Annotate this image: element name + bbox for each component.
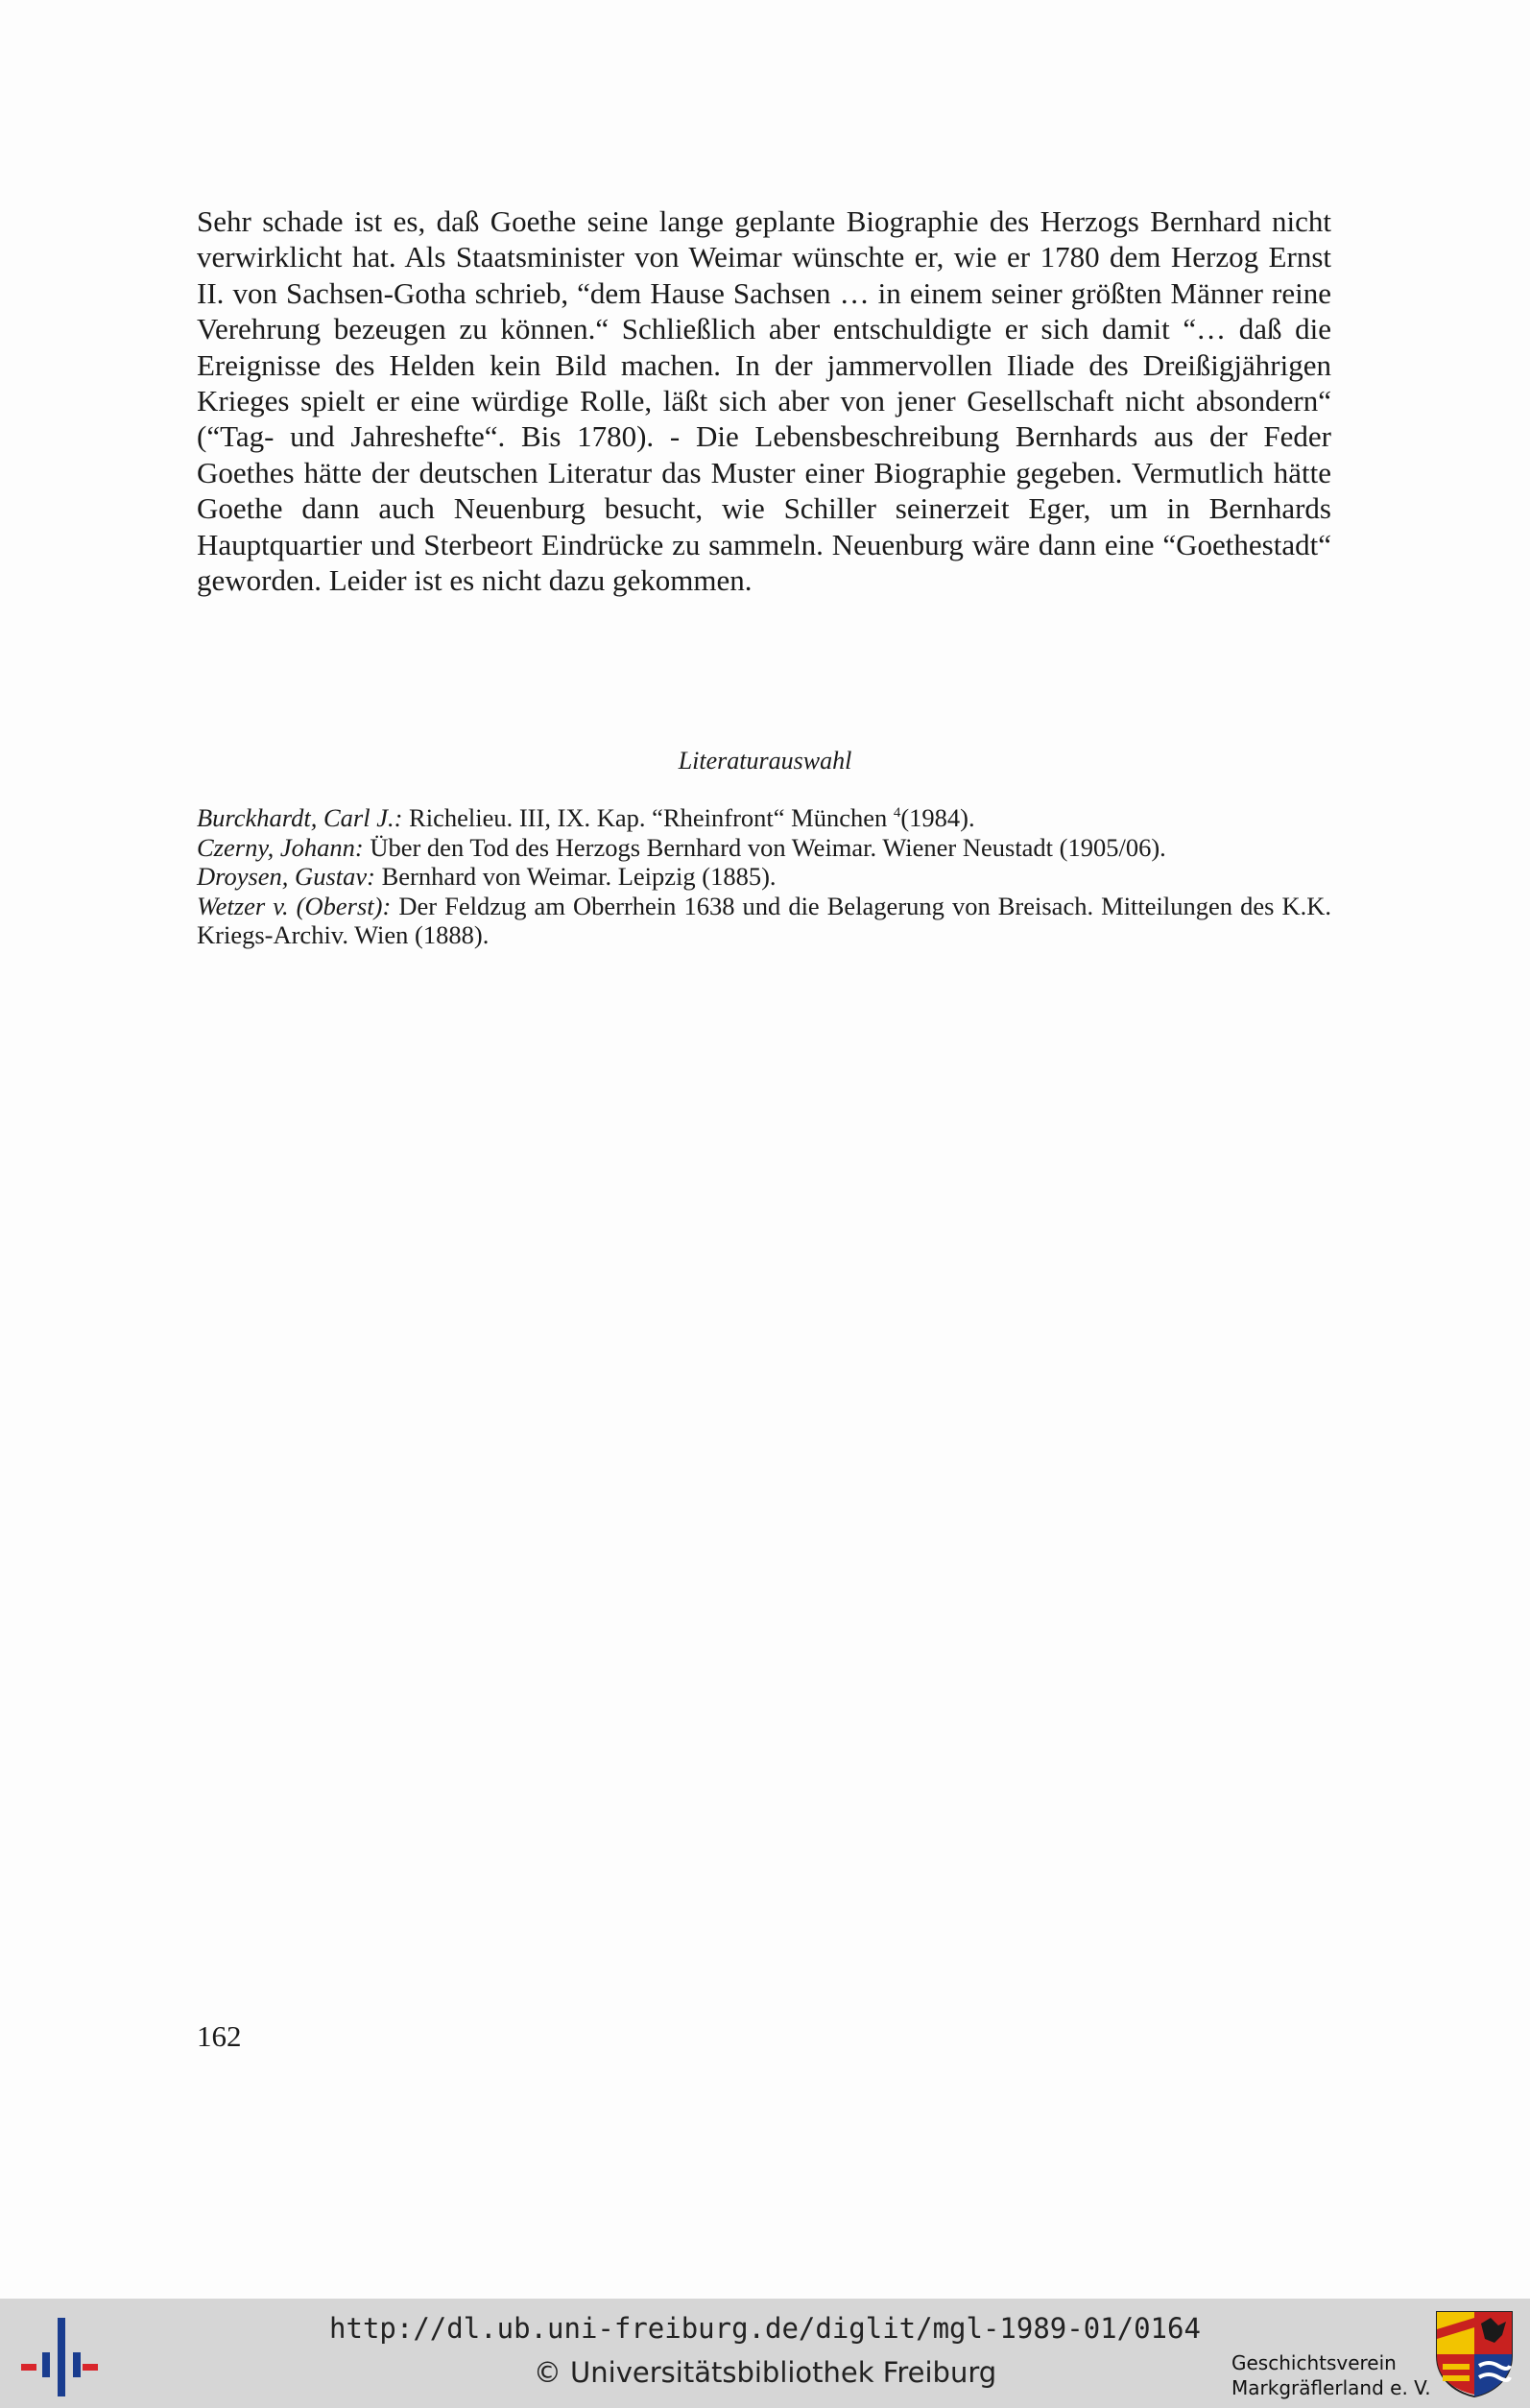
footer-bar <box>0 2299 1530 2408</box>
reference-author: Czerny, Johann: <box>197 832 364 862</box>
body-paragraph: Sehr schade ist es, daß Goethe seine lange geplante Biographie des Herzogs Bernhard nicht verwirklicht hat. Als Staatsminister von Weimar wünschte er, wie er 1780 dem Herzog Ernst II. von Sachsen-Gotha schrieb, “dem Hause Sachsen … in einem seiner größten Männer reine Verehrung bezeugen zu können.“ Schließlich aber entschuldigte er sich damit “… daß die Ereignisse des Helden kein Bild machen. In der jammervollen Iliade des Dreißigjährigen Krieges spielt er eine würdige Rolle, läßt sich aber von jener Gesellschaft nicht absondern“ (“Tag- und Jahreshefte“. Bis 1780). - Die Lebensbeschreibung Bernhards aus der Feder Goethes hätte der deutschen Literatur das Muster einer Biographie gegeben. Vermutlich hätte Goethe dann auch Neuenburg besucht, wie Schiller seinerzeit Eger, um in Bernhards Hauptquartier und Sterbeort Eindrücke zu sammeln. Neuenburg wäre dann eine “Goethestadt“ geworden. Leider ist es nicht dazu gekommen. <box>197 204 1331 598</box>
reference-author: Burckhardt, Carl J.: <box>197 803 403 832</box>
reference-item <box>197 833 1331 863</box>
reference-text: Richelieu. III, IX. Kap. “Rheinfront“ München <box>402 803 894 832</box>
reference-item <box>197 892 1331 950</box>
page-number: 162 <box>197 2019 242 2053</box>
reference-tail: (1984). <box>900 803 975 832</box>
copyright-notice: © Universitätsbibliothek Freiburg <box>533 2356 997 2389</box>
document-url-link[interactable]: http://dl.ub.uni-freiburg.de/diglit/mgl-1989-01/0164 <box>329 2312 1201 2345</box>
coat-of-arms-icon <box>1435 2310 1514 2398</box>
bibliography-heading: Literaturauswahl <box>678 747 852 775</box>
edition-superscript: 4 <box>893 805 901 821</box>
reference-text: Der Feldzug am Oberrhein 1638 und die Belagerung von Breisach. Mitteilungen des K.K. Kriegs-Archiv. Wien (1888). <box>197 891 1331 949</box>
reference-item <box>197 803 1331 833</box>
reference-author: Wetzer v. (Oberst): <box>197 891 392 920</box>
society-name-line: Markgräflerland e. V. <box>1231 2376 1431 2399</box>
reference-text: Bernhard von Weimar. Leipzig (1885). <box>374 862 777 891</box>
society-name <box>1231 2350 1431 2400</box>
reference-text: Über den Tod des Herzogs Bernhard von Weimar. Wiener Neustadt (1905/06). <box>363 832 1166 862</box>
reference-list <box>197 803 1331 950</box>
reference-author: Droysen, Gustav: <box>197 862 375 891</box>
society-name-line: Geschichtsverein <box>1231 2351 1397 2374</box>
reference-item <box>197 862 1331 892</box>
